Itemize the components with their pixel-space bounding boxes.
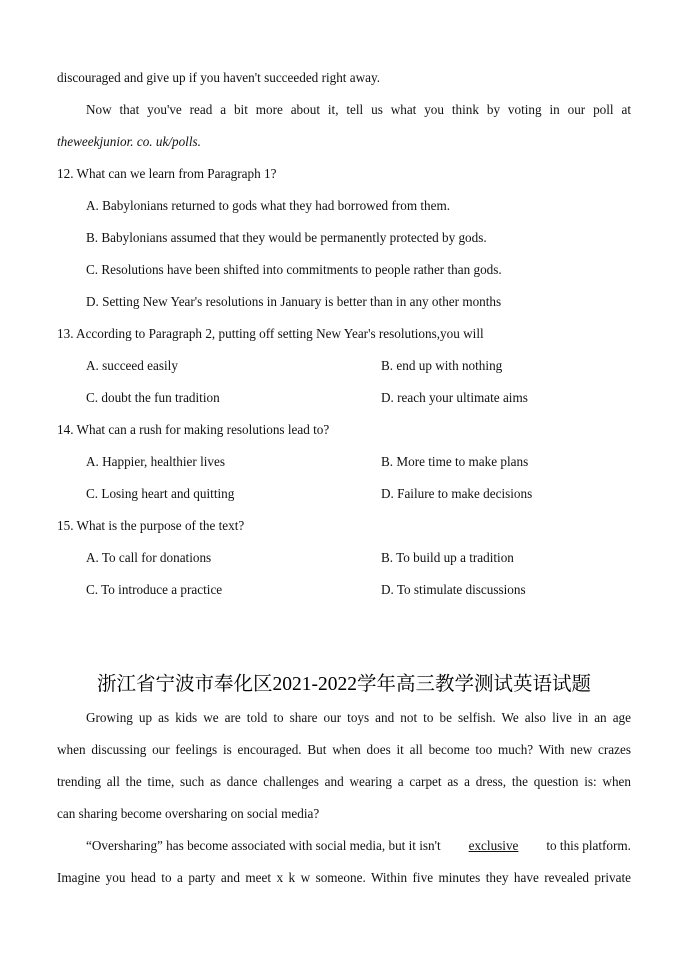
paragraph-line: discouraged and give up if you haven't succeeded right away. <box>57 70 381 85</box>
text-run: to this platform. <box>543 838 631 853</box>
question-13-option-c: C. doubt the fun tradition <box>86 390 220 405</box>
question-14-option-c: C. Losing heart and quitting <box>86 486 235 501</box>
question-15-stem: 15. What is the purpose of the text? <box>57 518 245 533</box>
underlined-word: exclusive <box>468 838 519 853</box>
paragraph-line: can sharing become oversharing on social media? <box>57 806 320 821</box>
question-14-option-d: D. Failure to make decisions <box>381 486 533 501</box>
question-15-option-c: C. To introduce a practice <box>86 582 223 597</box>
question-13-option-b: B. end up with nothing <box>381 358 503 373</box>
question-12-option-b: B. Babylonians assumed that they would be permanently protected by gods. <box>86 230 487 245</box>
text-run: “Oversharing” has become associated with social media, but it isn't <box>86 838 444 853</box>
paragraph-line: Imagine you head to a party and meet x k w someone. Within five minutes they have revealed private <box>57 870 631 885</box>
question-13-stem: 13. According to Paragraph 2, putting off setting New Year's resolutions,you will <box>57 326 484 341</box>
paragraph-line: trending all the time, such as dance challenges and wearing a carpet as a dress, the question is: when <box>57 774 631 789</box>
paragraph-line: Growing up as kids we are told to share our toys and not to be selfish. We also live in an age <box>86 710 631 725</box>
question-13-option-a: A. succeed easily <box>86 358 178 373</box>
question-15-option-b: B. To build up a tradition <box>381 550 514 565</box>
question-15-option-d: D. To stimulate discussions <box>381 582 526 597</box>
question-12-option-a: A. Babylonians returned to gods what they had borrowed from them. <box>86 198 451 213</box>
question-14-option-a: A. Happier, healthier lives <box>86 454 225 469</box>
question-14-option-b: B. More time to make plans <box>381 454 529 469</box>
question-14-stem: 14. What can a rush for making resolutions lead to? <box>57 422 330 437</box>
question-13-option-d: D. reach your ultimate aims <box>381 390 528 405</box>
question-12-option-c: C. Resolutions have been shifted into commitments to people rather than gods. <box>86 262 502 277</box>
question-15-option-a: A. To call for donations <box>86 550 212 565</box>
paragraph-line <box>86 837 631 855</box>
paragraph-line: when discussing our feelings is encouraged. But when does it all become too much? With new crazes <box>57 742 631 757</box>
paragraph-line: Now that you've read a bit more about it, tell us what you think by voting in our poll at <box>86 102 631 117</box>
question-12-option-d: D. Setting New Year's resolutions in January is better than in any other months <box>86 294 502 309</box>
question-12-stem: 12. What can we learn from Paragraph 1? <box>57 166 277 181</box>
section-title: 浙江省宁波市奉化区2021-2022学年高三教学测试英语试题 <box>97 674 591 695</box>
poll-url: theweekjunior. co. uk/polls. <box>57 134 201 149</box>
